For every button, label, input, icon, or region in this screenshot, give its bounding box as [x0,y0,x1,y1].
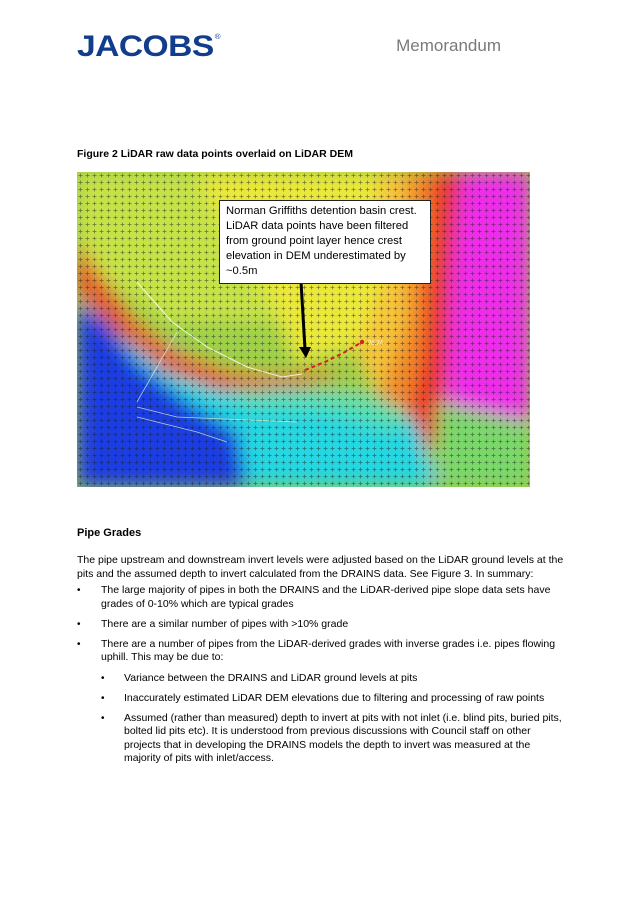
summary-bullet-list [77,584,569,772]
sub-bullet-text: Variance between the DRAINS and LiDAR ground levels at pits [124,671,418,684]
section-heading-pipe-grades: Pipe Grades [77,527,142,539]
callout-box: Norman Griffiths detention basin crest. LiDAR data points have been filtered from ground point layer hence crest elevation in DEM underestimated by ~0.5m [219,200,431,284]
bullet-item [77,638,569,766]
bullet-dot: • [101,672,105,684]
document-type-label: Memorandum [396,36,501,55]
sub-bullet-list [101,672,569,766]
sub-bullet-text: Assumed (rather than measured) depth to invert at pits with not inlet (i.e. blind pits, buried pits, bolted lid pits etc). It is understood from previous discussions with Council staff on other projects that in developing the DRAINS models the depth to invert was measured at the majority of pits with inlet/access. [124,711,562,764]
logo-text: JACOBS [77,30,214,63]
crest-point-marker [360,340,364,344]
bullet-text: The large majority of pipes in both the DRAINS and the LiDAR-derived pipe slope data sets have grades of 0-10% which are typical grades [101,584,551,610]
bullet-dot: • [101,692,105,704]
bullet-dot: • [101,712,105,724]
registered-mark: ® [214,34,221,41]
bullet-text: There are a similar number of pipes with >10% grade [101,617,349,630]
jacobs-logo [77,30,219,64]
sub-bullet-text: Inaccurately estimated LiDAR DEM elevations due to filtering and processing of raw points [124,691,545,704]
sub-bullet-item [101,672,569,686]
bullet-text: There are a number of pipes from the LiDAR-derived grades with inverse grades i.e. pipes flowing uphill. This may be due to: [101,637,556,663]
crest-elevation-label: 70.74 [368,341,384,347]
bullet-item [77,584,569,611]
bullet-dot: • [77,585,81,596]
figure-caption: Figure 2 LiDAR raw data points overlaid on LiDAR DEM [77,148,353,160]
bullet-dot: • [77,618,81,630]
sub-bullet-item [101,712,569,766]
sub-bullet-item [101,692,569,706]
bullet-dot: • [77,638,81,650]
intro-paragraph: The pipe upstream and downstream invert levels were adjusted based on the LiDAR ground levels at the pits and the assumed depth to invert calculated from the DRAINS data. See Figure 3. In summary: [77,554,564,580]
bullet-item [77,618,569,632]
